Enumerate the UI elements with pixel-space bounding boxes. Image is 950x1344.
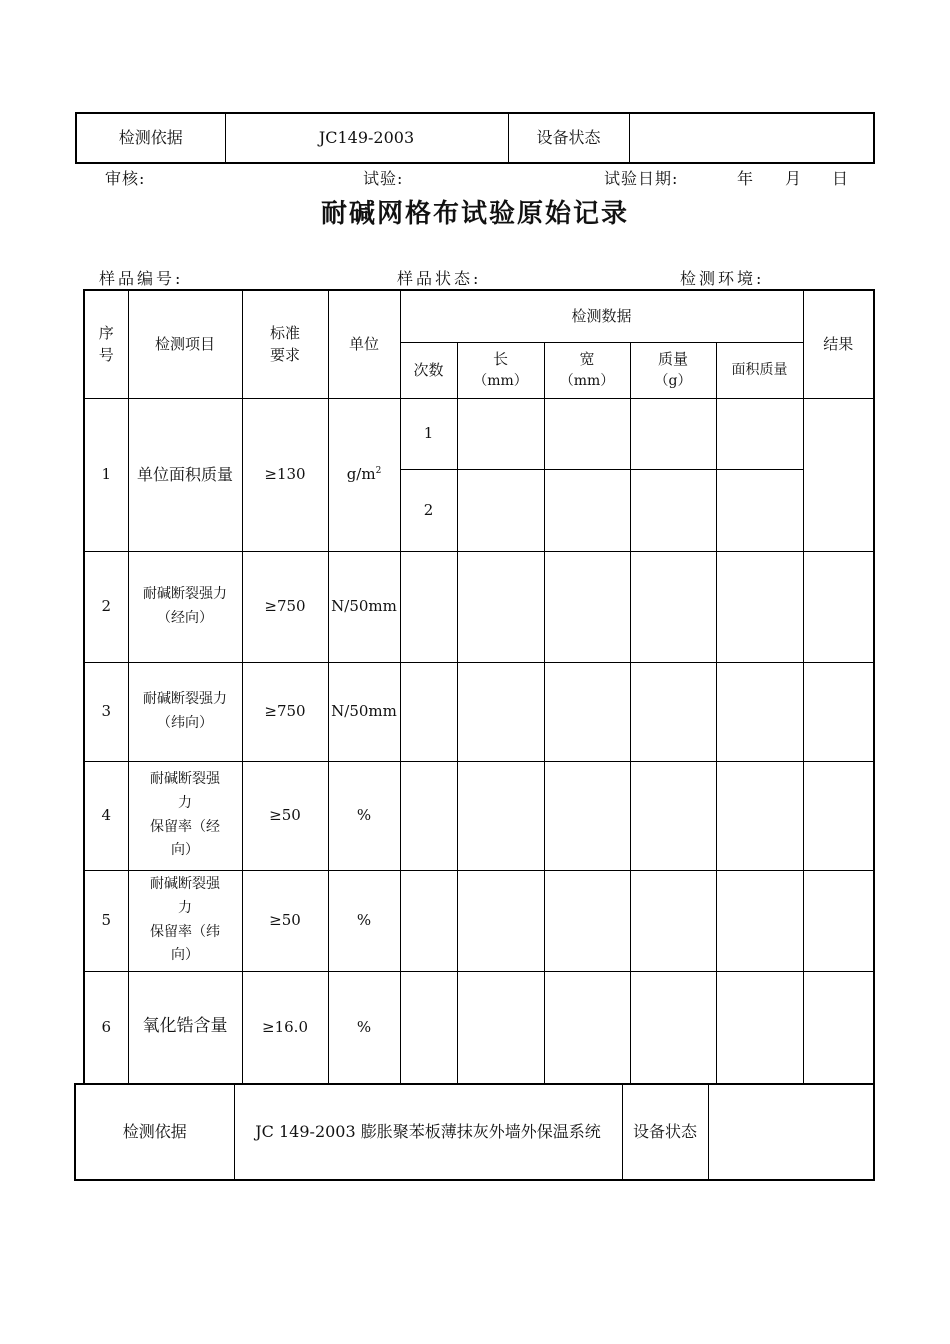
- row-seq: 1: [84, 398, 128, 551]
- header-test-data: 检测数据: [400, 290, 803, 342]
- data-cell[interactable]: [630, 551, 716, 662]
- data-cell[interactable]: [544, 398, 630, 469]
- header-unit: 单位: [328, 290, 400, 398]
- data-cell[interactable]: [457, 870, 544, 971]
- data-cell[interactable]: [400, 971, 457, 1083]
- row-seq: 2: [84, 551, 128, 662]
- data-cell[interactable]: [716, 761, 803, 870]
- row-item: 单位面积质量: [128, 398, 242, 551]
- data-cell[interactable]: [457, 761, 544, 870]
- data-cell[interactable]: [457, 469, 544, 551]
- result-cell[interactable]: [803, 761, 874, 870]
- data-cell[interactable]: [400, 551, 457, 662]
- year-label: 年: [737, 169, 755, 188]
- row-item: 耐碱断裂强 力 保留率（纬 向）: [128, 870, 242, 971]
- month-label: 月: [785, 169, 803, 188]
- data-cell[interactable]: [630, 469, 716, 551]
- row-unit: %: [328, 761, 400, 870]
- row-unit: %: [328, 870, 400, 971]
- data-cell[interactable]: [630, 398, 716, 469]
- data-cell[interactable]: [716, 971, 803, 1083]
- data-cell[interactable]: [544, 971, 630, 1083]
- tester-label: 试验:: [363, 169, 404, 188]
- header-result: 结果: [803, 290, 874, 398]
- result-cell[interactable]: [803, 551, 874, 662]
- basis-label: 检测依据: [76, 113, 225, 163]
- table-row: [84, 761, 874, 870]
- row-unit: $g/m^2$: [328, 398, 400, 551]
- test-date-label: 试验日期:: [604, 169, 679, 188]
- data-cell[interactable]: [630, 870, 716, 971]
- row-unit: N/50mm: [328, 551, 400, 662]
- trial-number: 1: [400, 398, 457, 469]
- sample-state-label: 样品状态:: [397, 269, 482, 288]
- header-seq: 序 号: [84, 290, 128, 398]
- row-standard: ≥750: [242, 551, 328, 662]
- data-cell[interactable]: [400, 662, 457, 761]
- header-mass: 质量 （g）: [630, 342, 716, 398]
- trial-number: 2: [400, 469, 457, 551]
- data-cell[interactable]: [716, 662, 803, 761]
- equipment-value[interactable]: [629, 113, 874, 163]
- data-cell[interactable]: [544, 469, 630, 551]
- test-record-table: [83, 289, 875, 1084]
- data-cell[interactable]: [457, 551, 544, 662]
- row-standard: ≥750: [242, 662, 328, 761]
- row-standard: ≥50: [242, 761, 328, 870]
- equipment-label: 设备状态: [622, 1084, 708, 1180]
- row-seq: 5: [84, 870, 128, 971]
- data-cell[interactable]: [544, 551, 630, 662]
- data-cell[interactable]: [400, 870, 457, 971]
- data-cell[interactable]: [457, 971, 544, 1083]
- data-cell[interactable]: [716, 469, 803, 551]
- data-cell[interactable]: [400, 761, 457, 870]
- row-item: 耐碱断裂强 力 保留率（经 向）: [128, 761, 242, 870]
- header-item: 检测项目: [128, 290, 242, 398]
- data-cell[interactable]: [457, 662, 544, 761]
- row-seq: 4: [84, 761, 128, 870]
- data-cell[interactable]: [716, 551, 803, 662]
- table-row: [84, 971, 874, 1083]
- sample-no-label: 样品编号:: [99, 269, 184, 288]
- table-row: [84, 870, 874, 971]
- row-item: 耐碱断裂强力 （纬向）: [128, 662, 242, 761]
- data-cell[interactable]: [716, 870, 803, 971]
- row-item: 氧化锆含量: [128, 971, 242, 1083]
- row-standard: ≥16.0: [242, 971, 328, 1083]
- data-cell[interactable]: [630, 971, 716, 1083]
- basis-label: 检测依据: [75, 1084, 234, 1180]
- header-standard: 标准 要求: [242, 290, 328, 398]
- header-info-table: [75, 112, 875, 164]
- result-cell[interactable]: [803, 870, 874, 971]
- data-cell[interactable]: [630, 662, 716, 761]
- data-cell[interactable]: [457, 398, 544, 469]
- row-unit: N/50mm: [328, 662, 400, 761]
- header-length: 长 （mm）: [457, 342, 544, 398]
- row-item: 耐碱断裂强力 （经向）: [128, 551, 242, 662]
- data-cell[interactable]: [630, 761, 716, 870]
- equipment-label: 设备状态: [508, 113, 629, 163]
- data-cell[interactable]: [544, 870, 630, 971]
- reviewer-label: 审核:: [105, 169, 146, 188]
- table-row: [84, 662, 874, 761]
- day-label: 日: [832, 169, 850, 188]
- footer-info-table: [74, 1083, 875, 1181]
- result-cell[interactable]: [803, 662, 874, 761]
- header-area-mass: 面积质量: [716, 342, 803, 398]
- result-cell[interactable]: [803, 398, 874, 551]
- row-seq: 6: [84, 971, 128, 1083]
- table-row: [84, 551, 874, 662]
- row-standard: ≥130: [242, 398, 328, 551]
- row-standard: ≥50: [242, 870, 328, 971]
- table-row: [84, 398, 874, 469]
- page-title: 耐碱网格布试验原始记录: [320, 199, 629, 229]
- basis-value: JC149-2003: [225, 113, 508, 163]
- row-seq: 3: [84, 662, 128, 761]
- header-count: 次数: [400, 342, 457, 398]
- equipment-value[interactable]: [708, 1084, 874, 1180]
- data-cell[interactable]: [544, 761, 630, 870]
- data-cell[interactable]: [716, 398, 803, 469]
- header-width: 宽 （mm）: [544, 342, 630, 398]
- environment-label: 检测环境:: [680, 269, 765, 288]
- result-cell[interactable]: [803, 971, 874, 1083]
- basis-value: JC 149-2003 膨胀聚苯板薄抹灰外墙外保温系统: [234, 1084, 622, 1180]
- row-unit: %: [328, 971, 400, 1083]
- data-cell[interactable]: [544, 662, 630, 761]
